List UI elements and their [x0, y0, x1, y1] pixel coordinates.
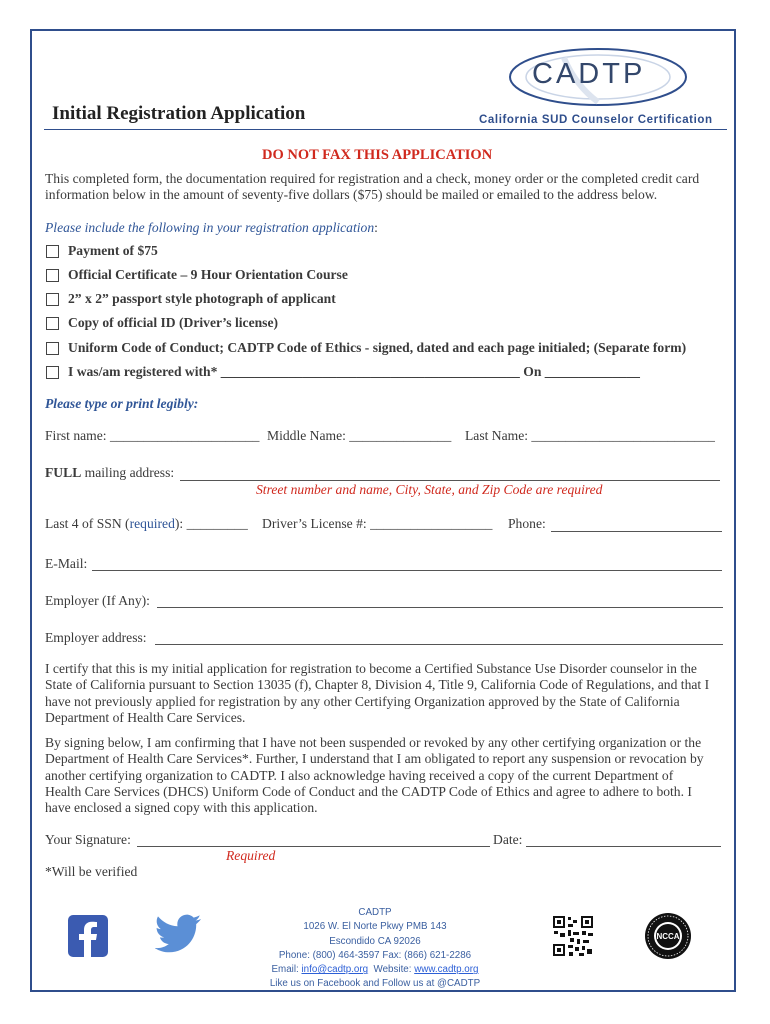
checklist-item-official-id: Copy of official ID (Driver’s license)	[68, 315, 279, 330]
footer-phone: Phone: (800) 464-3597 Fax: (866) 621-2286	[278, 949, 472, 961]
page-title: Initial Registration Application	[52, 103, 306, 124]
employer-address-label: Employer address:	[45, 630, 147, 645]
signature-field[interactable]	[137, 846, 490, 847]
checkbox-certificate[interactable]	[46, 269, 59, 282]
ssn-field[interactable]: Last 4 of SSN (required): _________	[45, 516, 248, 531]
checkbox-payment[interactable]	[46, 245, 59, 258]
checklist-item-certificate: Official Certificate – 9 Hour Orientation Course	[68, 267, 348, 282]
intro-line-2: information below in the amount of seventy-five dollars ($75) should be mailed or emailed to the address below.	[45, 187, 658, 203]
mailing-address-label: FULL mailing address:	[45, 465, 175, 480]
logo-text: CADTP	[532, 58, 646, 90]
footer-address-2: Escondido CA 92026	[329, 935, 421, 947]
facebook-glyph	[68, 915, 108, 957]
footer-org: CADTP	[358, 907, 392, 918]
address-hint: Street number and name, City, State, and Zip Code are required	[256, 482, 603, 497]
email-field[interactable]	[92, 570, 722, 571]
checklist-item-registered-with: I was/am registered with* ____________________________________________ On ______________	[68, 364, 640, 379]
date-field[interactable]	[526, 846, 721, 847]
phone-field[interactable]	[551, 531, 722, 532]
full-label: FULL	[45, 465, 82, 480]
twitter-icon[interactable]	[155, 912, 203, 956]
checklist-item-code-of-conduct: Uniform Code of Conduct; CADTP Code of Ethics - signed, dated and each page initialed; (Separate form)	[68, 340, 687, 355]
email-label: E-Mail:	[45, 556, 88, 571]
middle-name-field[interactable]: Middle Name: _______________	[267, 428, 452, 443]
checkbox-official-id[interactable]	[46, 317, 59, 330]
facebook-icon[interactable]	[68, 915, 108, 957]
type-print-note: Please type or print legibly:	[45, 396, 199, 411]
header-subtitle: California SUD Counselor Certification	[479, 114, 713, 126]
verified-note: *Will be verified	[45, 864, 138, 879]
checkbox-code-of-conduct[interactable]	[46, 342, 59, 355]
header-rule	[44, 129, 727, 130]
ncca-seal-icon	[644, 912, 692, 960]
footer-social: Like us on Facebook and Follow us at @CADTP	[269, 978, 481, 990]
mailing-address-field[interactable]	[180, 480, 720, 481]
intro-paragraph	[45, 171, 725, 204]
first-name-field[interactable]: First name: ______________________	[45, 428, 260, 443]
employer-field[interactable]	[157, 607, 723, 608]
employer-address-field[interactable]	[155, 644, 723, 645]
footer-email-website: Email: info@cadtp.org Website: www.cadtp.org	[271, 964, 479, 976]
include-heading: Please include the following in your registration application:	[45, 220, 378, 235]
warning-text: DO NOT FAX THIS APPLICATION	[262, 147, 493, 163]
employer-label: Employer (If Any):	[45, 593, 150, 608]
footer-address-1: 1026 W. El Norte Pkwy PMB 143	[303, 921, 447, 933]
footer-contact	[230, 906, 520, 992]
signature-label: Your Signature:	[45, 832, 131, 847]
ncca-seal-text: NCCA	[656, 932, 680, 941]
checklist-item-photograph: 2” x 2” passport style photograph of applicant	[68, 291, 336, 306]
ssn-required-text: required	[129, 516, 175, 531]
qr-code-icon	[552, 915, 594, 957]
intro-line-1: This completed form, the documentation required for registration and a check, money order or the completed credit card	[45, 171, 700, 186]
drivers-license-field[interactable]: Driver’s License #: __________________	[262, 516, 493, 531]
phone-label: Phone:	[508, 516, 546, 531]
website-link[interactable]: www.cadtp.org	[414, 964, 479, 976]
checkbox-registered-with[interactable]	[46, 366, 59, 379]
email-link[interactable]: info@cadtp.org	[301, 964, 369, 976]
signature-required: Required	[226, 848, 276, 863]
certify-paragraph: I certify that this is my initial application for registration to become a Certified Substance Use Disorder counselor in the State of California pursuant to Section 13035 (f), Chapter 8, Division 4, Title 9, California Code of Regulations, and that I have not previously applied for registration by any other Certifying Organization approved by the State of California Department of Health Care Services.	[45, 661, 710, 725]
checklist-item-payment: Payment of $75	[68, 243, 158, 258]
checkbox-photograph[interactable]	[46, 293, 59, 306]
signing-paragraph: By signing below, I am confirming that I have not been suspended or revoked by any other certifying organization or the Department of Health Care Services*. Further, I understand that I am obligated to report any suspension or revocation by another certifying organization to CADTP. I also acknowledge having received a copy of the current Department of Health Care Services (DHCS) Uniform Code of Conduct and the CADTP Code of Ethics and agree to adhere to both. I have enclosed a signed copy with this application.	[45, 735, 704, 816]
date-label: Date:	[493, 832, 523, 847]
last-name-field[interactable]: Last Name: ___________________________	[465, 428, 715, 443]
